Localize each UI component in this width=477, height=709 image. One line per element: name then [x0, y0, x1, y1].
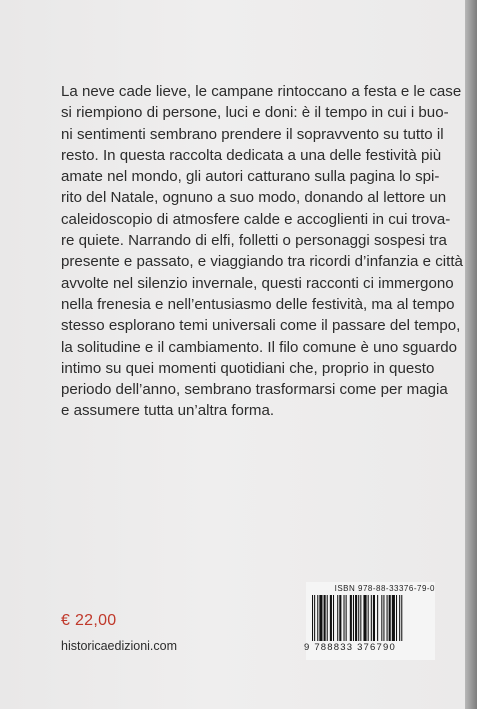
barcode-bar — [358, 595, 359, 641]
blurb-line: ni sentimenti sembrano prendere il sopravvento su tutto il — [61, 125, 444, 143]
barcode-bar — [339, 595, 341, 641]
barcode-bar — [392, 595, 395, 641]
barcode-bar — [368, 595, 369, 641]
barcode-bar — [399, 595, 400, 641]
blurb-line: la solitudine e il cambiamento. Il filo comune è uno sguardo — [61, 338, 458, 356]
barcode-bar — [344, 595, 345, 641]
blurb-line: e assumere tutta un’altra forma. — [61, 402, 275, 420]
barcode-bar — [387, 595, 388, 641]
blurb-line: resto. In questa raccolta dedicata a una delle festività più — [61, 146, 442, 164]
barcode-bar — [371, 595, 372, 641]
blurb-line: periodo dell’anno, sembrano trasformarsi come per magia — [61, 381, 448, 399]
barcode-bar — [373, 595, 375, 641]
blurb-line: caleidoscopio di atmosfere calde e accoglienti in cui trova- — [61, 210, 451, 228]
barcode-digits: 9 788833 376790 — [304, 642, 396, 653]
barcode-bar — [312, 595, 313, 641]
barcode-bar — [346, 595, 347, 641]
blurb-line: stesso esplorano temi universali come il passare del tempo, — [61, 317, 461, 335]
blurb-line: avvolte nel silenzio invernale, questi racconti ci immergono — [61, 274, 454, 292]
blurb-line: presente e passato, e viaggiando tra ricordi d’infanzia e città — [61, 253, 463, 271]
blurb-line: intimo su quei momenti quotidiani che, proprio in questo — [61, 359, 435, 377]
barcode-bar — [377, 595, 378, 641]
barcode-bar — [353, 595, 354, 641]
isbn-label: ISBN 978-88-33376-79-0 — [334, 584, 435, 593]
barcode-bar — [363, 595, 366, 641]
barcode-bar — [319, 595, 322, 641]
price-label: € 22,00 — [61, 612, 117, 629]
barcode-bar — [327, 595, 328, 641]
barcode-bar — [314, 595, 315, 641]
barcode-bar — [360, 595, 361, 641]
barcode-bar — [401, 595, 402, 641]
barcode-bar — [396, 595, 397, 641]
barcode-bar — [333, 595, 334, 641]
publisher-website: historicaedizioni.com — [61, 639, 178, 653]
blurb-line: si riempiono di persone, luci e doni: è il tempo in cui i buo- — [61, 104, 449, 122]
blurb-text — [61, 81, 463, 422]
barcode-bar — [324, 595, 326, 641]
barcode-bar — [389, 595, 391, 641]
barcode-bar — [317, 595, 318, 641]
barcode-image — [312, 595, 434, 641]
barcode-bar — [381, 595, 382, 641]
blurb-line: nella frenesia e nell’entusiasmo delle festività, ma al tempo — [61, 295, 455, 313]
blurb-line: amate nel mondo, gli autori catturano sulla pagina lo spi- — [61, 168, 440, 186]
blurb-line: La neve cade lieve, le campane rintoccano a festa e le case — [61, 83, 462, 100]
barcode-bar — [337, 595, 338, 641]
blurb-line: rito del Natale, ognuno a suo modo, donando al lettore un — [61, 189, 447, 207]
barcode-bar — [383, 595, 384, 641]
barcode-bar — [330, 595, 332, 641]
barcode-bar — [350, 595, 352, 641]
barcode-bar — [355, 595, 357, 641]
blurb-line: re quiete. Narrando di elfi, folletti o personaggi sospesi tra — [61, 232, 447, 250]
book-edge-shadow — [465, 0, 477, 709]
